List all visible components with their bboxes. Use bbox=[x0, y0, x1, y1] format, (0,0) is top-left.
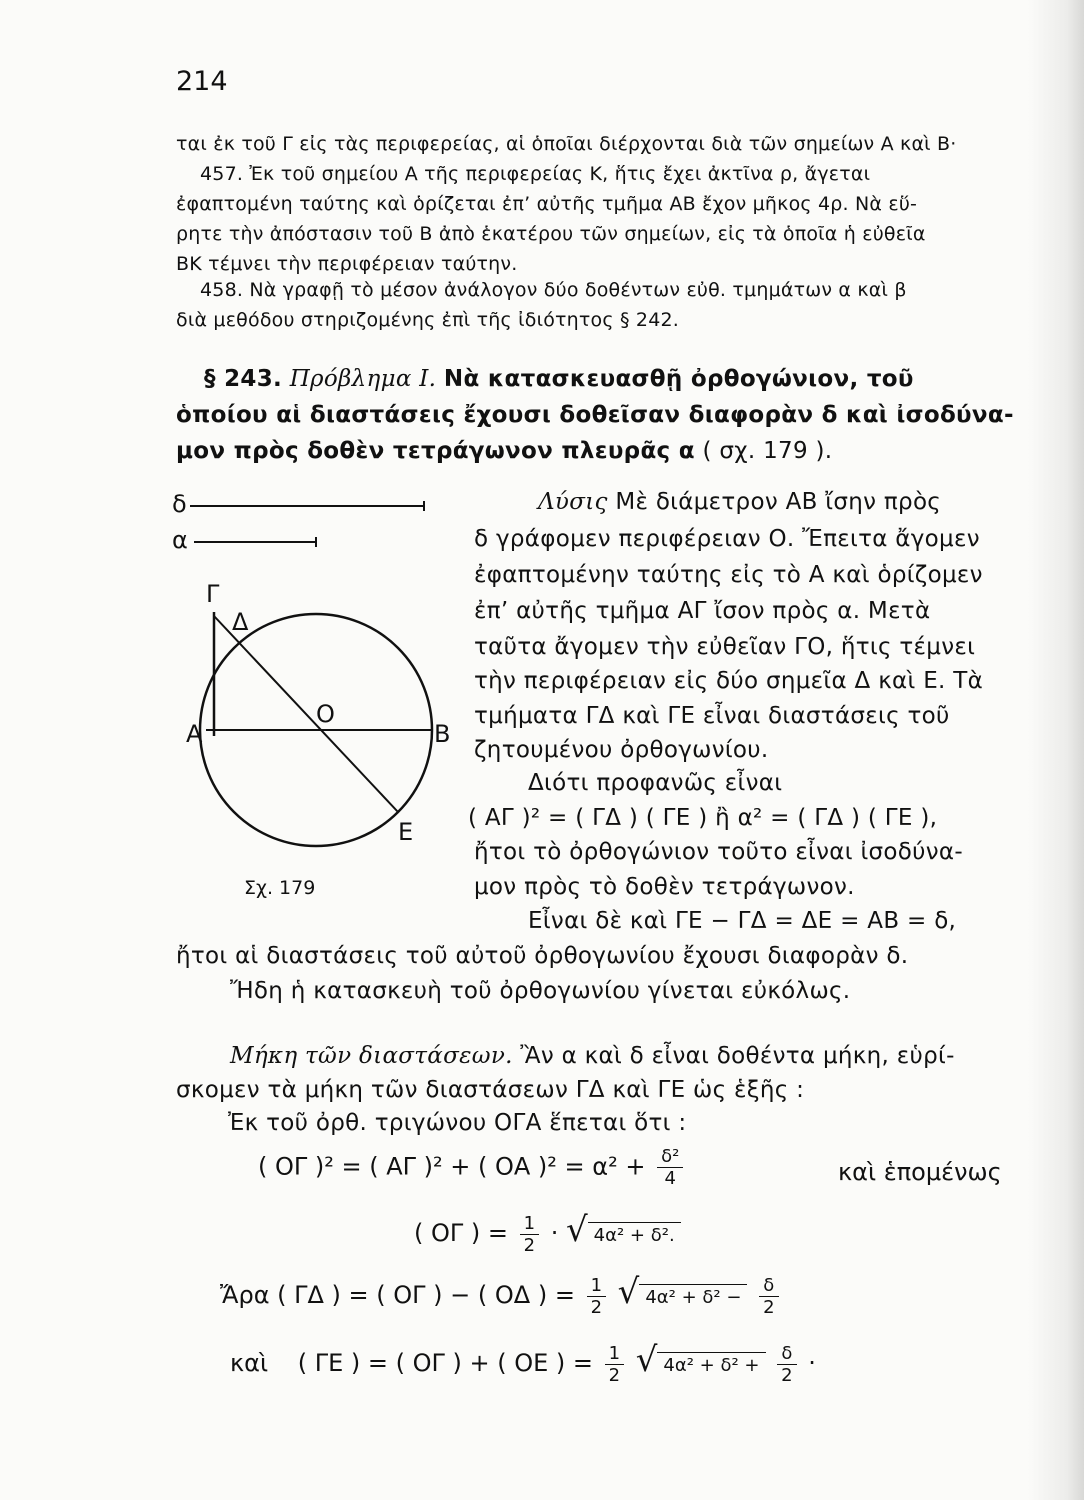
eq3-fraction bbox=[587, 1275, 606, 1318]
solution-line: μον πρὸς τὸ δοθὲν τετράγωνον. bbox=[474, 874, 855, 900]
problem-statement-1: Νὰ κατασκευασθῇ ὀρθογώνιον, τοῦ bbox=[443, 366, 914, 392]
eq4-fraction-2 bbox=[777, 1343, 796, 1386]
eq4-numerator: 1 bbox=[605, 1343, 624, 1365]
problem-title-line bbox=[204, 366, 914, 392]
solution-line: τὴν περιφέρειαν εἰς δύο σημεῖα Δ καὶ Ε. Τὰ bbox=[474, 668, 984, 694]
sqrt-icon: √ bbox=[635, 1340, 658, 1380]
body-line: Ἐκ τοῦ ὀρθ. τριγώνου ΟΓΑ ἕπεται ὅτι : bbox=[228, 1110, 687, 1136]
eq2-radicand: 4α² + δ². bbox=[588, 1222, 681, 1246]
eq2-denominator: 2 bbox=[523, 1234, 536, 1256]
point-D-label: Δ bbox=[232, 608, 249, 636]
eq4-fraction bbox=[605, 1343, 624, 1386]
solution-line: ζητουμένου ὀρθογωνίου. bbox=[474, 737, 769, 763]
figure-179-drawing bbox=[170, 480, 470, 920]
eq3-left: Ἄρα ( ΓΔ ) = ( ΟΓ ) − ( ΟΔ ) = bbox=[220, 1281, 575, 1309]
problem-statement-3: μον πρὸς δοθὲν τετράγωνον πλευρᾶς α bbox=[176, 438, 695, 464]
eq3-denominator-2: 2 bbox=[763, 1296, 775, 1318]
eq1-numerator: δ² bbox=[657, 1146, 683, 1168]
eq4-kai: καὶ bbox=[230, 1349, 269, 1377]
eq4-left: ( ΓΕ ) = ( ΟΓ ) + ( ΟΕ ) = bbox=[297, 1349, 594, 1377]
solution-line: τμήματα ΓΔ καὶ ΓΕ εἶναι διαστάσεις τοῦ bbox=[474, 703, 950, 729]
eq3-radicand: 4α² + δ² − bbox=[639, 1284, 747, 1308]
segment-alpha-label: α bbox=[172, 526, 188, 554]
solution-line: ἐπ’ αὐτῆς τμῆμα ΑΓ ἴσον πρὸς α. Μετὰ bbox=[474, 598, 931, 624]
eq4-numerator-2: δ bbox=[777, 1343, 796, 1365]
equation-1 bbox=[258, 1146, 687, 1189]
lengths-text: Ἂν α καὶ δ εἶναι δοθέντα μήκη, εὑρί- bbox=[520, 1043, 955, 1069]
eq1-right: καὶ ἑπομένως bbox=[838, 1158, 1002, 1186]
point-O-label: Ο bbox=[316, 700, 335, 728]
intro-line: 458. Νὰ γραφῇ τὸ μέσον ἀνάλογον δύο δοθέντων εὐθ. τμημάτων α καὶ β bbox=[200, 279, 907, 301]
solution-line: Διότι προφανῶς εἶναι bbox=[528, 770, 783, 796]
point-G-label: Γ bbox=[206, 580, 220, 608]
solution-equation: ( ΑΓ )² = ( ΓΔ ) ( ΓΕ ) ἢ α² = ( ΓΔ ) ( ΓΕ ), bbox=[468, 805, 938, 831]
section-number: § 243. bbox=[204, 366, 283, 392]
problem-statement-3-line bbox=[176, 438, 832, 464]
eq4-radicand: 4α² + δ² + bbox=[657, 1352, 765, 1376]
solution-label: Λύσις bbox=[538, 489, 608, 515]
intro-line: ἐφαπτομένη ταύτης καὶ ὁρίζεται ἐπ’ αὐτῆς τμῆμα ΑΒ ἔχον μῆκος 4ρ. Νὰ εὕ- bbox=[176, 193, 918, 215]
equation-4 bbox=[230, 1340, 816, 1386]
segment-delta-label: δ bbox=[172, 490, 187, 518]
solution-text: Μὲ διάμετρον ΑΒ ἴσην πρὸς bbox=[615, 489, 942, 515]
point-E-label: Ε bbox=[398, 818, 414, 846]
lengths-line-1 bbox=[230, 1043, 955, 1069]
intro-line: ΒΚ τέμνει τὴν περιφέρειαν ταύτην. bbox=[176, 253, 518, 275]
figure-ref: ( σχ. 179 ). bbox=[702, 438, 833, 464]
eq4-denominator: 2 bbox=[608, 1364, 621, 1386]
solution-line: ἐφαπτομένην ταύτης εἰς τὸ Α καὶ ὁρίζομεν bbox=[474, 562, 983, 588]
figure-caption: Σχ. 179 bbox=[244, 877, 316, 899]
eq3-numerator: 1 bbox=[587, 1275, 606, 1297]
eq3-denominator: 2 bbox=[590, 1296, 603, 1318]
intro-line: ρητε τὴν ἀπόστασιν τοῦ Β ἀπὸ ἑκατέρου τῶν σημείων, εἰς τὰ ὁποῖα ἡ εὐθεῖα bbox=[176, 223, 926, 245]
problem-statement-2: ὁποίου αἱ διαστάσεις ἔχουσι δοθεῖσαν διαφορὰν δ καὶ ἰσοδύνα- bbox=[176, 402, 1014, 428]
point-B-label: Β bbox=[434, 720, 451, 748]
body-line: ἤτοι αἱ διαστάσεις τοῦ αὐτοῦ ὀρθογωνίου ἔχουσι διαφορὰν δ. bbox=[176, 943, 909, 969]
eq1-left: ( ΟΓ )² = ( ΑΓ )² + ( ΟΑ )² = α² + bbox=[258, 1152, 646, 1181]
eq4-denominator-2: 2 bbox=[781, 1364, 793, 1386]
solution-line: δ γράφομεν περιφέρειαν Ο. Ἔπειτα ἄγομεν bbox=[474, 526, 980, 552]
problem-word: Πρόβλημα Ι. bbox=[289, 366, 437, 392]
solution-line: ἤτοι τὸ ὀρθογώνιον τοῦτο εἶναι ἰσοδύνα- bbox=[474, 839, 963, 865]
solution-line: ταῦτα ἄγομεν τὴν εὐθεῖαν ΓΟ, ἥτις τέμνει bbox=[474, 634, 976, 660]
page-edge-shadow bbox=[1028, 0, 1084, 1500]
body-line: Ἤδη ἡ κατασκευὴ τοῦ ὀρθογωνίου γίνεται εὐκόλως. bbox=[230, 978, 851, 1004]
equation-3 bbox=[220, 1272, 783, 1318]
page-number: 214 bbox=[176, 66, 228, 97]
eq1-fraction bbox=[657, 1146, 683, 1189]
eq1-denominator: 4 bbox=[664, 1168, 676, 1189]
body-line: σκομεν τὰ μήκη τῶν διαστάσεων ΓΔ καὶ ΓΕ ὡς ἑξῆς : bbox=[176, 1077, 805, 1103]
equation-2 bbox=[414, 1210, 681, 1256]
figure-179 bbox=[170, 480, 470, 920]
sqrt-icon: √ bbox=[617, 1272, 640, 1312]
eq2-left: ( ΟΓ ) = bbox=[414, 1219, 508, 1247]
intro-line: ται ἐκ τοῦ Γ εἰς τὰς περιφερείας, αἱ ὁποῖαι διέρχονται διὰ τῶν σημείων Α καὶ Β· bbox=[176, 133, 957, 155]
eq2-fraction bbox=[520, 1213, 539, 1256]
sqrt-icon: √ bbox=[566, 1210, 588, 1250]
eq3-numerator-2: δ bbox=[759, 1275, 778, 1297]
intro-line: 457. Ἐκ τοῦ σημείου Α τῆς περιφερείας Κ, ἥτις ἔχει ἀκτῖνα ρ, ἄγεται bbox=[200, 163, 871, 185]
solution-equation: Εἶναι δὲ καὶ ΓΕ − ΓΔ = ΔΕ = ΑΒ = δ, bbox=[528, 908, 957, 934]
eq2-numerator: 1 bbox=[520, 1213, 539, 1235]
lengths-label: Μήκη τῶν διαστάσεων. bbox=[230, 1043, 513, 1069]
line-GE bbox=[214, 616, 398, 812]
eq2-dot: · bbox=[550, 1219, 559, 1247]
eq4-end: · bbox=[808, 1349, 816, 1377]
solution-line-1 bbox=[538, 489, 941, 515]
intro-line: διὰ μεθόδου στηριζομένης ἐπὶ τῆς ἰδιότητος § 242. bbox=[176, 309, 680, 331]
eq3-fraction-2 bbox=[759, 1275, 778, 1318]
point-A-label: Α bbox=[186, 720, 203, 748]
